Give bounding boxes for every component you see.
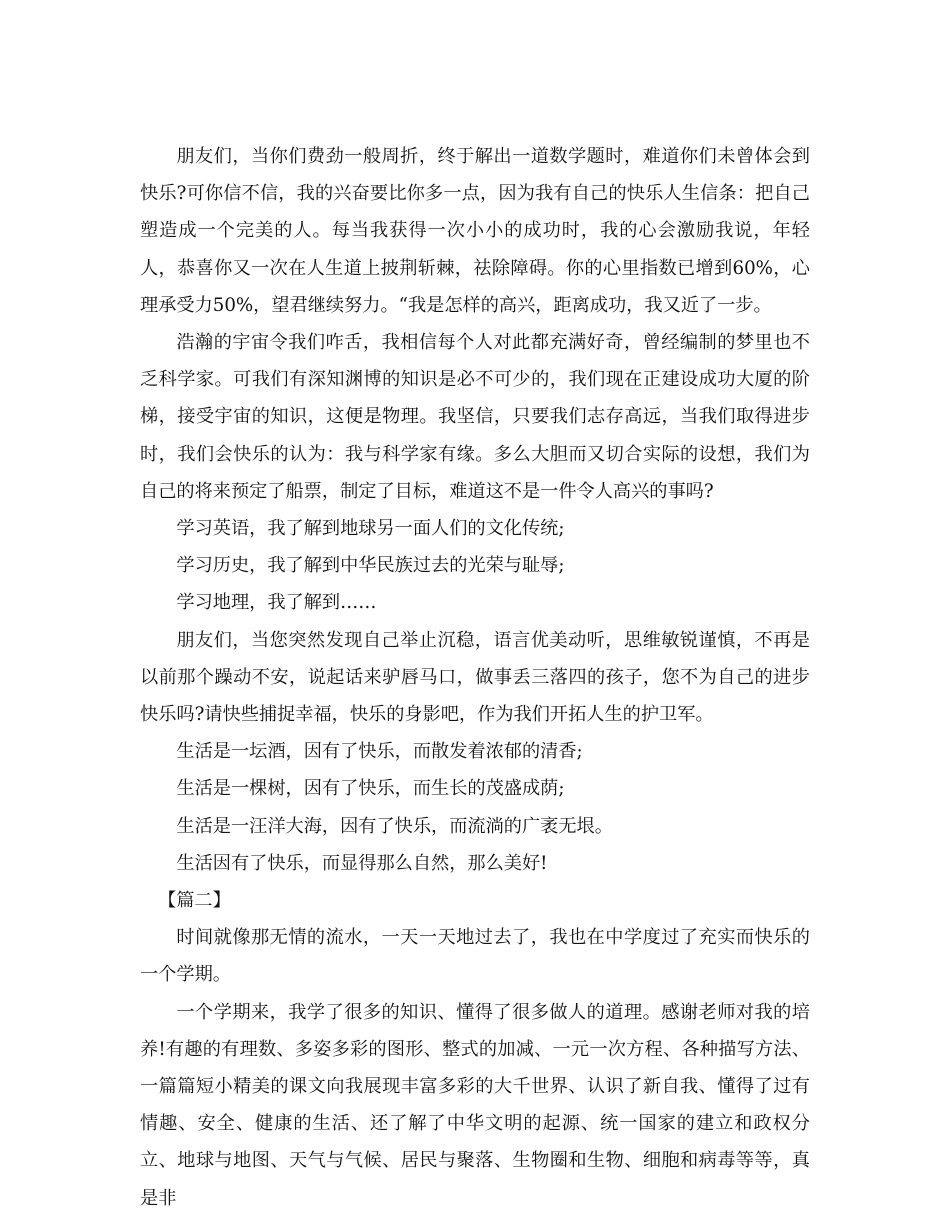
section-heading: 【篇二】 bbox=[158, 890, 231, 912]
paragraph-2: 浩瀚的宇宙令我们咋舌，我相信每个人对此都充满好奇，曾经编制的梦里也不乏科学家。可我们有深知渊博的知识是必不可少的，我们现在正建设成功大厦的阶梯，接受宇宙的知识，这便是物理。我坚信，只要我们志存高远，当我们取得进步时，我们会快乐的认为：我与科学家有缘。多么大胆而又切合实际的设想，我们为自己的将来预定了船票，制定了目标，难道这不是一件令人高兴的事吗? bbox=[140, 332, 810, 502]
paragraph-3: 学习英语，我了解到地球另一面人们的文化传统; bbox=[176, 518, 565, 540]
paragraph-4: 学习历史，我了解到中华民族过去的光荣与耻辱; bbox=[176, 555, 565, 577]
paragraph-10: 生活因有了快乐，而显得那么自然，那么美好! bbox=[176, 852, 548, 874]
paragraph-12: 时间就像那无情的流水，一天一天地过去了，我也在中学度过了充实而快乐的一个学期。 bbox=[140, 927, 810, 986]
paragraph-9: 生活是一汪洋大海，因有了快乐，而流淌的广袤无垠。 bbox=[176, 815, 613, 837]
paragraph-5: 学习地理，我了解到…… bbox=[176, 592, 377, 614]
paragraph-1: 朋友们，当你们费劲一般周折，终于解出一道数学题时，难道你们未曾体会到快乐?可你信不信，我的兴奋要比你多一点，因为我有自己的快乐人生信条：把自己塑造成一个完美的人。每当我获得一次小小的成功时，我的心会激励我说，年轻人，恭喜你又一次在人生道上披荆斩棘，祛除障碍。你的心里指数已增到60%，心理承受力50%，望君继续努力。“我是怎样的高兴，距离成功，我又近了一步。 bbox=[140, 146, 810, 316]
paragraph-13: 一个学期来，我学了很多的知识、懂得了很多做人的道理。感谢老师对我的培养!有趣的有理数、多姿多彩的图形、整式的加减、一元一次方程、各种描写方法、一篇篇短小精美的课文向我展现丰富多彩的大千世界、认识了新自我、懂得了过有情趣、安全、健康的生活、还了解了中华文明的起源、统一国家的建立和政权分立、地球与地图、天气与气候、居民与聚落、生物圈和生物、细胞和病毒等等，真是非 bbox=[140, 1001, 810, 1209]
paragraph-6: 朋友们，当您突然发现自己举止沉稳，语言优美动听，思维敏锐谨慎，不再是以前那个躁动不安，说起话来驴唇马口，做事丢三落四的孩子，您不为自己的进步快乐吗?请快些捕捉幸福，快乐的身影吧，作为我们开拓人生的护卫军。 bbox=[140, 629, 810, 726]
paragraph-7: 生活是一坛酒，因有了快乐，而散发着浓郁的清香; bbox=[176, 741, 583, 763]
paragraph-8: 生活是一棵树，因有了快乐，而生长的茂盛成荫; bbox=[176, 778, 565, 800]
